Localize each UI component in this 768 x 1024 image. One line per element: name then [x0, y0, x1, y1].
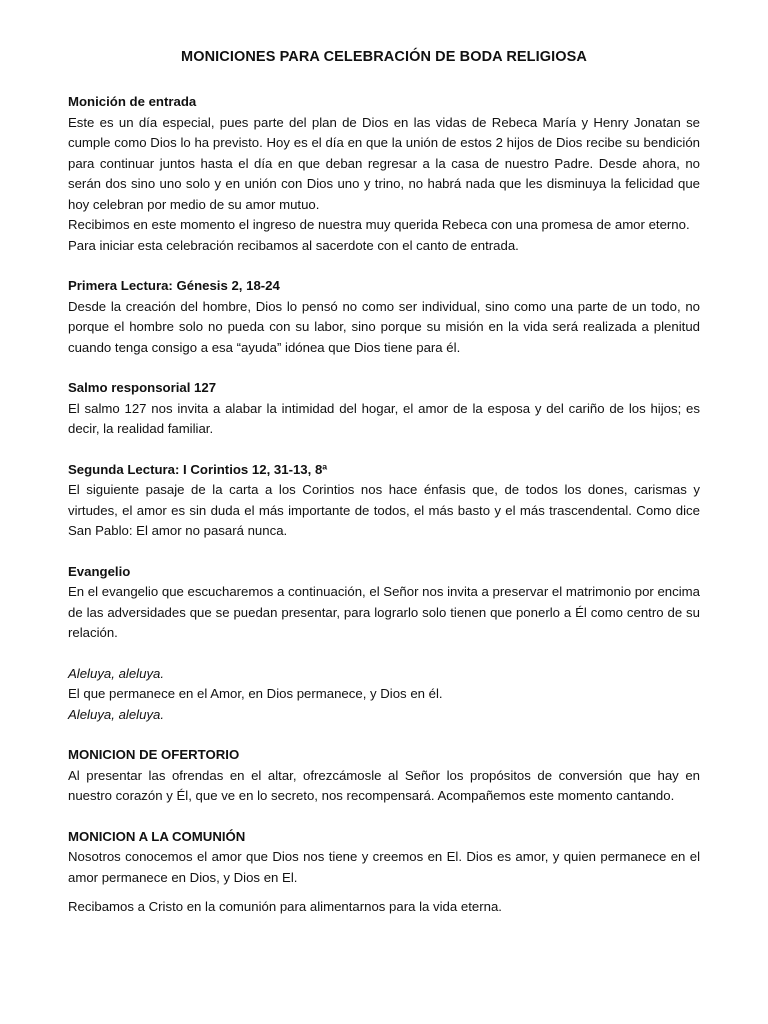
paragraph: Desde la creación del hombre, Dios lo pensó no como ser individual, sino como una parte de un todo, no porque el hombre solo no pueda con su labor, sino porque su misión en la vida será realizada a plenitud cuando tenga consigo a esa “ayuda” idónea que Dios tiene para él. [68, 298, 700, 355]
section-heading: MONICION DE OFERTORIO [68, 747, 240, 762]
section-heading: Salmo responsorial 127 [68, 380, 217, 395]
document-title: MONICIONES PARA CELEBRACIÓN DE BODA RELIGIOSA [181, 49, 587, 65]
paragraph: El salmo 127 nos invita a alabar la intimidad del hogar, el amor de la esposa y del cariño de los hijos; es decir, la realidad familiar. [68, 400, 700, 436]
section-salmo [68, 378, 700, 440]
section-monicion-entrada [68, 92, 700, 256]
paragraph: Para iniciar esta celebración recibamos al sacerdote con el canto de entrada. [68, 237, 519, 253]
paragraph: En el evangelio que escucharemos a continuación, el Señor nos invita a preservar el matrimonio por encima de las adversidades que se puedan presentar, para lograrlo solo tienen que ponerlo a Él como centro de su relación. [68, 584, 700, 640]
paragraph: El siguiente pasaje de la carta a los Corintios nos hace énfasis que, de todos los dones, carismas y virtudes, el amor es sin duda el más importante de todos, el más basto y el más trascendental. Como dice San Pablo: El amor no pasará nunca. [68, 482, 700, 538]
paragraph: Recibimos en este momento el ingreso de nuestra muy querida Rebeca con una promesa de amor eterno. [68, 217, 690, 232]
paragraph: Nosotros conocemos el amor que Dios nos tiene y creemos en El. Dios es amor, y quien permanece en el amor permanece en Dios, y Dios en El. [68, 849, 700, 885]
paragraph: Al presentar las ofrendas en el altar, ofrezcámosle al Señor los propósitos de conversión que hay en nuestro corazón y Él, que ve en lo secreto, nos recompensará. Acompañemos este momento cantando. [68, 767, 700, 803]
document-page [68, 46, 700, 938]
section-comunion [68, 827, 700, 918]
section-evangelio [68, 562, 700, 644]
section-heading: Segunda Lectura: I Corintios 12, 31-13, 8ª [68, 461, 328, 477]
paragraph: Este es un día especial, pues parte del plan de Dios en las vidas de Rebeca María y Henry Jonatan se cumple como Dios lo ha previsto. Hoy es el día en que la unión de estos 2 hijos de Dios recibe su bendición para continuar juntos hasta el día en que deban regresar a la casa de nuestro Padre. Desde ahora, no serán dos sino uno solo y en unión con Dios uno y trino, no habrá nada que les disminuya la felicidad que hoy celebran por medio de su amor mutuo. [68, 114, 700, 212]
section-heading: MONICION A LA COMUNIÓN [68, 828, 246, 844]
section-segunda-lectura [68, 460, 700, 542]
aleluya-line: Aleluya, aleluya. [68, 706, 165, 722]
section-heading: Monición de entrada [68, 94, 197, 109]
section-heading: Primera Lectura: Génesis 2, 18-24 [68, 278, 280, 293]
section-aleluya [68, 664, 700, 726]
section-heading: Evangelio [68, 563, 131, 579]
paragraph: Recibamos a Cristo en la comunión para alimentarnos para la vida eterna. [68, 899, 502, 914]
aleluya-line: Aleluya, aleluya. [68, 665, 165, 681]
section-primera-lectura [68, 276, 700, 358]
section-ofertorio [68, 745, 700, 807]
aleluya-verse: El que permanece en el Amor, en Dios permanece, y Dios en él. [68, 686, 443, 701]
